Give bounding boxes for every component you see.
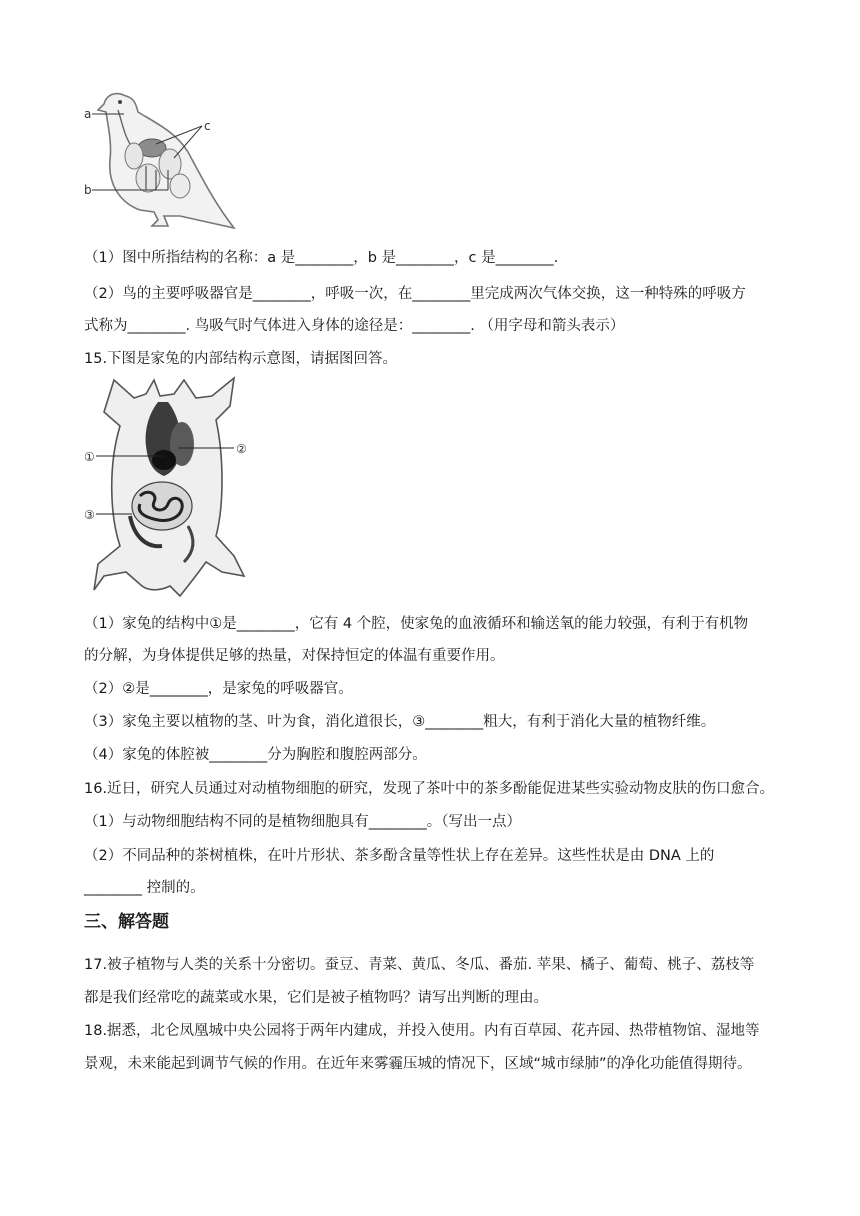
q16-part2-line2: ________ 控制的。 [84, 880, 205, 896]
label-1: ① [84, 450, 95, 464]
label-c: c [204, 119, 211, 133]
q16-part2-line1: （2）不同品种的茶树植株，在叶片形状、茶多酚含量等性状上存在差异。这些性状是由 DNA 上的 [84, 848, 715, 864]
q18-line1: 18.据悉，北仑凤凰城中央公园将于两年内建成，并投入使用。内有百草园、花卉园、热带植物馆、湿地等 [84, 1023, 760, 1039]
q17-line1: 17.被子植物与人类的关系十分密切。蚕豆、青菜、黄瓜、冬瓜、番茄. 苹果、橘子、葡萄、桃子、荔枝等 [84, 957, 755, 973]
label-3: ③ [84, 508, 95, 522]
q16-title: 16.近日，研究人员通过对动植物细胞的研究，发现了茶叶中的茶多酚能促进某些实验动物皮肤的伤口愈合。 [84, 781, 775, 797]
rabbit-diagram [84, 376, 254, 598]
q15-part1-line1: （1）家兔的结构中①是________，它有 4 个腔，使家兔的血液循环和输送氧的能力较强，有利于有机物 [84, 616, 749, 632]
q17-line2: 都是我们经常吃的蔬菜或水果，它们是被子植物吗？请写出判断的理由。 [84, 990, 548, 1006]
bird-diagram [84, 82, 244, 232]
q15-part2: （2）②是________，是家兔的呼吸器官。 [84, 681, 353, 697]
label-a: a [84, 107, 92, 121]
q15-part4: （4）家兔的体腔被________分为胸腔和腹腔两部分。 [84, 747, 427, 763]
q15-part1-line2: 的分解，为身体提供足够的热量，对保持恒定的体温有重要作用。 [84, 648, 505, 664]
q14-part2-line1: （2）鸟的主要呼吸器官是________，呼吸一次，在________里完成两次气体交换，这一种特殊的呼吸方 [84, 286, 746, 302]
section-heading: 三、解答题 [84, 912, 169, 932]
q14-part2-line2: 式称为________. 鸟吸气时气体进入身体的途径是：________. （用字母和箭头表示） [84, 318, 625, 334]
label-2: ② [236, 442, 247, 456]
q16-part1: （1）与动物细胞结构不同的是植物细胞具有________。（写出一点） [84, 814, 521, 830]
q14-part1: （1）图中所指结构的名称：a 是________，b 是________，c 是________. [84, 250, 559, 266]
q15-part3: （3）家兔主要以植物的茎、叶为食，消化道很长，③________粗大，有利于消化大量的植物纤维。 [84, 714, 716, 730]
q18-line2: 景观，未来能起到调节气候的作用。在近年来雾霾压城的情况下，区域“城市绿肺”的净化功能值得期待。 [84, 1056, 752, 1072]
label-b: b [84, 183, 92, 197]
q15-title: 15.下图是家兔的内部结构示意图，请据图回答。 [84, 351, 398, 367]
